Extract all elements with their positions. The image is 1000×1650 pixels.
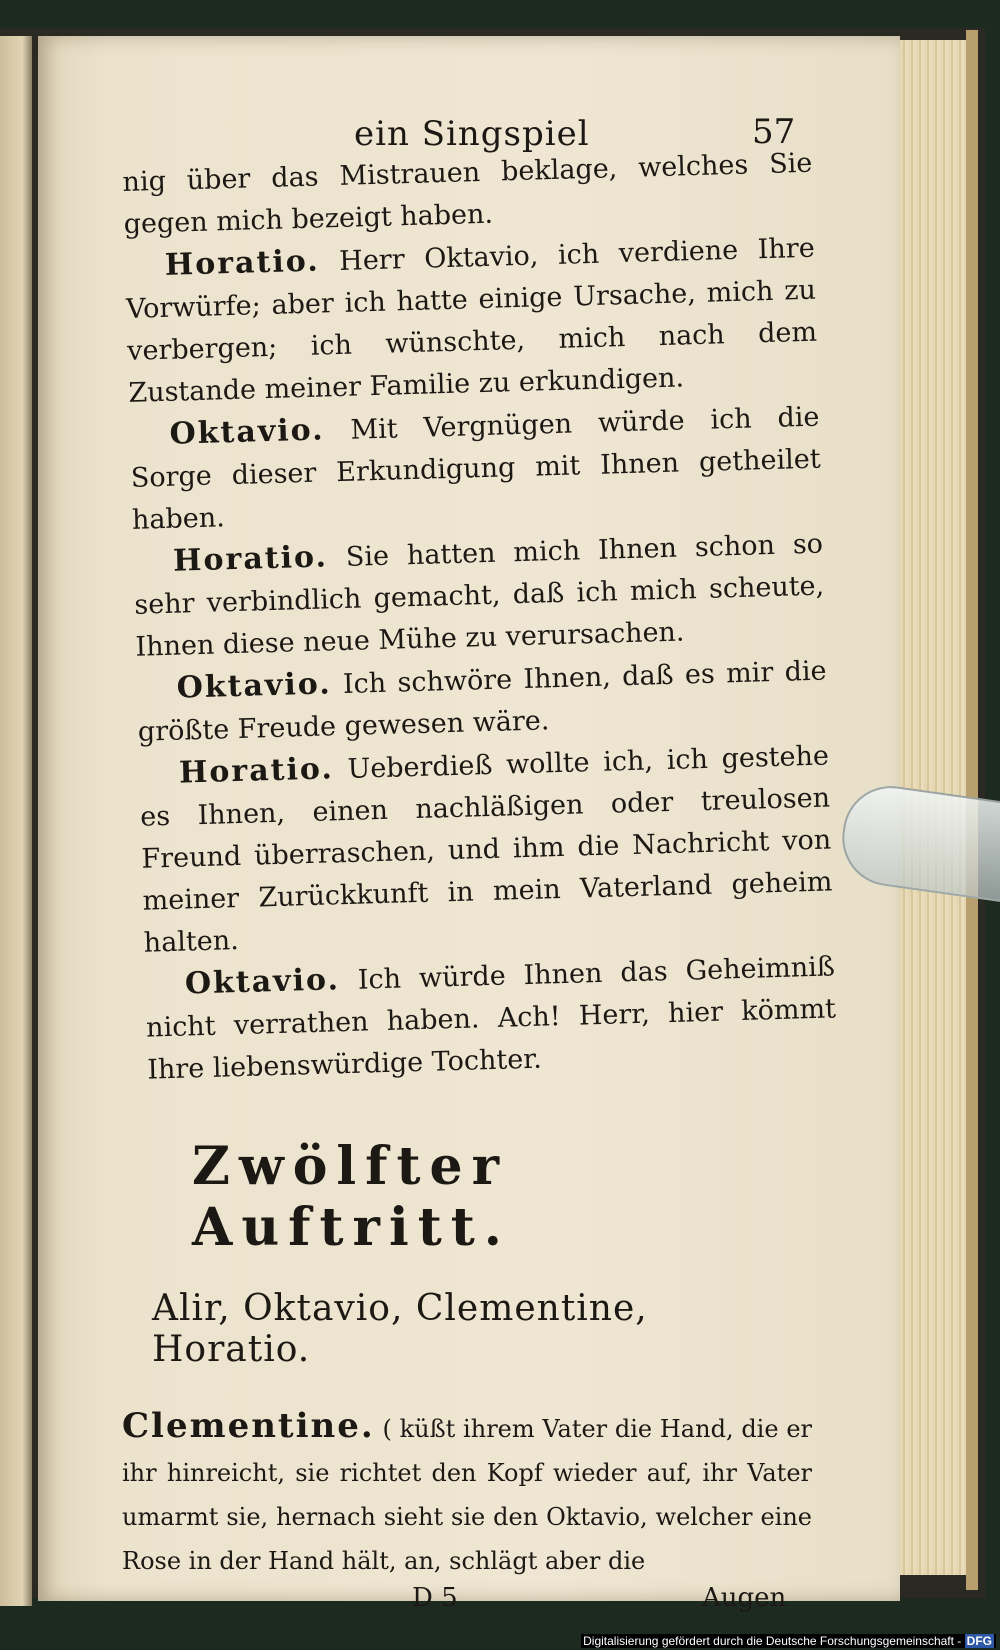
page-number: 57 [752, 112, 796, 152]
speaker-name: Oktavio. [184, 962, 341, 1002]
running-title: ein Singspiel [354, 114, 590, 154]
credit-text: Digitalisierung gefördert durch die Deutsche Forschungsgemeinschaft - [583, 1634, 962, 1648]
scene-heading: Zwölfter Auftritt. [192, 1136, 511, 1258]
speaker-name: Clementine. [122, 1406, 375, 1446]
dialogue-text: Sie hatten mich Ihnen schon so sehr verbindlich gemacht, daß ich mich scheute, Ihnen diese neue Mühe zu verursachen. [133, 528, 825, 663]
dialogue-paragraph [129, 396, 822, 542]
speaker-name: Horatio. [172, 539, 329, 579]
speaker-name: Oktavio. [176, 666, 333, 706]
left-page-edge [0, 36, 32, 1606]
dialogue-text: nig über das Mistrauen beklage, welches Sie gegen mich bezeigt haben. [122, 147, 813, 240]
catchword: Augen [702, 1583, 787, 1613]
dialogue-text: Mit Vergnügen würde ich die Sorge dieser Erkundigung mit Ihnen getheilet haben. [130, 401, 822, 536]
signature-mark: D 5 [412, 1583, 458, 1613]
dialogue-body [122, 143, 838, 1092]
dialogue-text: Herr Oktavio, ich verdiene Ihre Vorwürfe; aber ich hatte einige Ursache, mich zu verbergen; ich wünschte, mich nach dem Zustande meiner Familie zu erkundigen. [125, 232, 818, 409]
speaker-name: Horatio. [164, 243, 321, 283]
dialogue-text: Ich würde Ihnen das Geheimniß nicht verrathen haben. Ach! Herr, hier kömmt Ihre liebenswürdige Tochter. [145, 951, 837, 1086]
digitization-credit [581, 1634, 996, 1648]
page-footer [122, 1583, 812, 1623]
speaker-name: Horatio. [178, 751, 335, 791]
stage-direction-paragraph [122, 1404, 812, 1583]
dialogue-paragraph [144, 945, 837, 1091]
dialogue-text: Ueberdieß wollte ich, ich gestehe es Ihnen, einen nachläßigen oder treulosen Freund überraschen, und ihm die Nachricht von meiner Zurückkunft in mein Vaterland geheim halten. [139, 740, 833, 959]
dialogue-paragraph [139, 735, 835, 965]
dfg-logo: DFG [966, 1634, 992, 1648]
dialogue-text: Ich schwöre Ihnen, daß es mir die größte Freude gewesen wäre. [137, 655, 827, 748]
cast-list: Alir, Oktavio, Clementine, Horatio. [152, 1288, 648, 1370]
text-column [122, 110, 837, 1623]
dialogue-paragraph [133, 523, 826, 669]
stage-direction-text: ( küßt ihrem Vater die Hand, die er ihr hinreicht, sie richtet den Kopf wieder auf, ihr Vater umarmt sie, hernach sieht sie den Oktavio, welcher eine Rose in der Hand hält, an, schlägt aber die [122, 1415, 812, 1575]
dialogue-paragraph [124, 227, 818, 415]
speaker-name: Oktavio. [169, 412, 326, 452]
